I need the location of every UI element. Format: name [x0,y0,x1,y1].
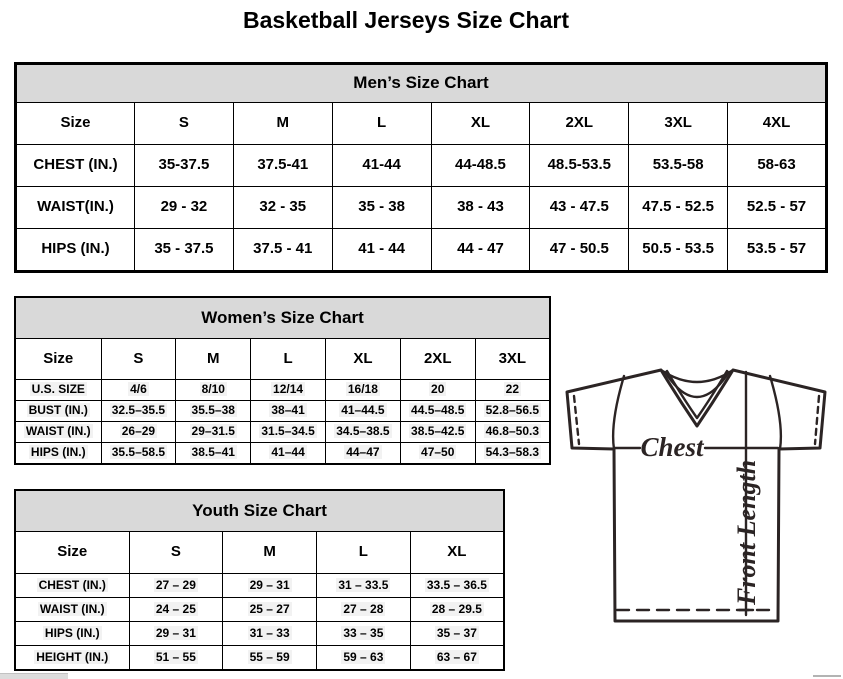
cell-value: 38–41 [251,401,326,422]
cell-value: 53.5 - 57 [728,229,827,272]
cell-value: 38.5–41 [176,443,251,465]
cell-value: 33.5 – 36.5 [410,574,504,598]
cell-value: 35.5–38 [176,401,251,422]
cell-value: 32 - 35 [233,187,332,229]
row-label: CHEST (IN.) [15,574,129,598]
row-label: CHEST (IN.) [16,145,135,187]
armhole-seam-left [613,376,624,449]
womens-header-row [15,339,550,380]
cell-value: 38.5–42.5 [400,422,475,443]
mens-size-table [14,62,828,273]
cell-value: 38 - 43 [431,187,530,229]
cell-value: 47 - 50.5 [530,229,629,272]
row-label: BUST (IN.) [15,401,101,422]
table-row [15,422,550,443]
column-header: XL [431,103,530,145]
cell-value: 31 – 33.5 [317,574,411,598]
cell-value: 44 - 47 [431,229,530,272]
cell-value: 29–31.5 [176,422,251,443]
row-label: WAIST (IN.) [15,422,101,443]
chest-label: Chest [640,432,704,462]
jersey-outline [567,370,825,621]
column-header: S [135,103,234,145]
column-header: M [223,532,317,574]
cell-value: 54.3–58.3 [475,443,550,465]
cell-value: 35.5–58.5 [101,443,176,465]
cell-value: 22 [475,380,550,401]
cell-value: 55 – 59 [223,646,317,671]
table-row [15,380,550,401]
cell-value: 34.5–38.5 [325,422,400,443]
cell-value: 8/10 [176,380,251,401]
cell-value: 59 – 63 [317,646,411,671]
column-header: S [129,532,223,574]
youth-size-table [14,489,505,671]
cell-value: 32.5–35.5 [101,401,176,422]
column-header: L [332,103,431,145]
cell-value: 41–44 [251,443,326,465]
cell-value: 27 – 28 [317,598,411,622]
cell-value: 52.8–56.5 [475,401,550,422]
column-header: 4XL [728,103,827,145]
column-header: Size [16,103,135,145]
cell-value: 27 – 29 [129,574,223,598]
womens-size-table [14,296,551,465]
cell-value: 37.5-41 [233,145,332,187]
page-title: Basketball Jerseys Size Chart [242,7,569,33]
row-label: HIPS (IN.) [15,443,101,465]
cuff-dashes-left [574,396,579,444]
table-row [15,598,504,622]
cell-value: 53.5-58 [629,145,728,187]
column-header: 2XL [530,103,629,145]
cell-value: 46.8–50.3 [475,422,550,443]
cell-value: 44-48.5 [431,145,530,187]
table-row [15,646,504,671]
row-label: U.S. SIZE [15,380,101,401]
table-row [15,401,550,422]
cell-value: 29 – 31 [223,574,317,598]
cell-value: 20 [400,380,475,401]
column-header: L [251,339,326,380]
table-row [16,229,827,272]
cell-value: 44.5–48.5 [400,401,475,422]
column-header: L [317,532,411,574]
cell-value: 50.5 - 53.5 [629,229,728,272]
row-label: WAIST (IN.) [15,598,129,622]
cell-value: 47–50 [400,443,475,465]
mens-header-row [16,103,827,145]
table-row [15,622,504,646]
cell-value: 44–47 [325,443,400,465]
cell-value: 35 – 37 [410,622,504,646]
cell-value: 24 – 25 [129,598,223,622]
front-length-label: Front Length [732,459,761,605]
cell-value: 41 - 44 [332,229,431,272]
cell-value: 35-37.5 [135,145,234,187]
cell-value: 31 – 33 [223,622,317,646]
cell-value: 28 – 29.5 [410,598,504,622]
cell-value: 31.5–34.5 [251,422,326,443]
cell-value: 12/14 [251,380,326,401]
row-label: HEIGHT (IN.) [15,646,129,671]
cell-value: 47.5 - 52.5 [629,187,728,229]
cell-value: 35 - 37.5 [135,229,234,272]
table-row [15,443,550,465]
scan-artifact [0,673,68,679]
cell-value: 33 – 35 [317,622,411,646]
mens-table-title: Men’s Size Chart [16,64,827,103]
womens-table-title: Women’s Size Chart [15,297,550,339]
column-header: Size [15,339,101,380]
cell-value: 37.5 - 41 [233,229,332,272]
column-header: XL [325,339,400,380]
armhole-seam-right [770,376,781,449]
cell-value: 16/18 [325,380,400,401]
column-header: S [101,339,176,380]
cell-value: 41-44 [332,145,431,187]
cell-value: 29 – 31 [129,622,223,646]
cuff-dashes-right [815,396,819,444]
column-header: XL [410,532,504,574]
cell-value: 58-63 [728,145,827,187]
cell-value: 41–44.5 [325,401,400,422]
youth-header-row [15,532,504,574]
table-row [15,574,504,598]
column-header: M [176,339,251,380]
youth-table-title: Youth Size Chart [15,490,504,532]
cell-value: 48.5-53.5 [530,145,629,187]
cell-value: 35 - 38 [332,187,431,229]
cell-value: 4/6 [101,380,176,401]
column-header: 2XL [400,339,475,380]
row-label: HIPS (IN.) [15,622,129,646]
cell-value: 43 - 47.5 [530,187,629,229]
jersey-diagram [556,358,843,630]
cell-value: 52.5 - 57 [728,187,827,229]
cell-value: 25 – 27 [223,598,317,622]
table-row [16,145,827,187]
row-label: HIPS (IN.) [16,229,135,272]
cell-value: 51 – 55 [129,646,223,671]
column-header: M [233,103,332,145]
cell-value: 63 – 67 [410,646,504,671]
table-row [16,187,827,229]
row-label: WAIST(IN.) [16,187,135,229]
cell-value: 26–29 [101,422,176,443]
column-header: 3XL [629,103,728,145]
scan-artifact [813,675,841,677]
column-header: Size [15,532,129,574]
column-header: 3XL [475,339,550,380]
cell-value: 29 - 32 [135,187,234,229]
